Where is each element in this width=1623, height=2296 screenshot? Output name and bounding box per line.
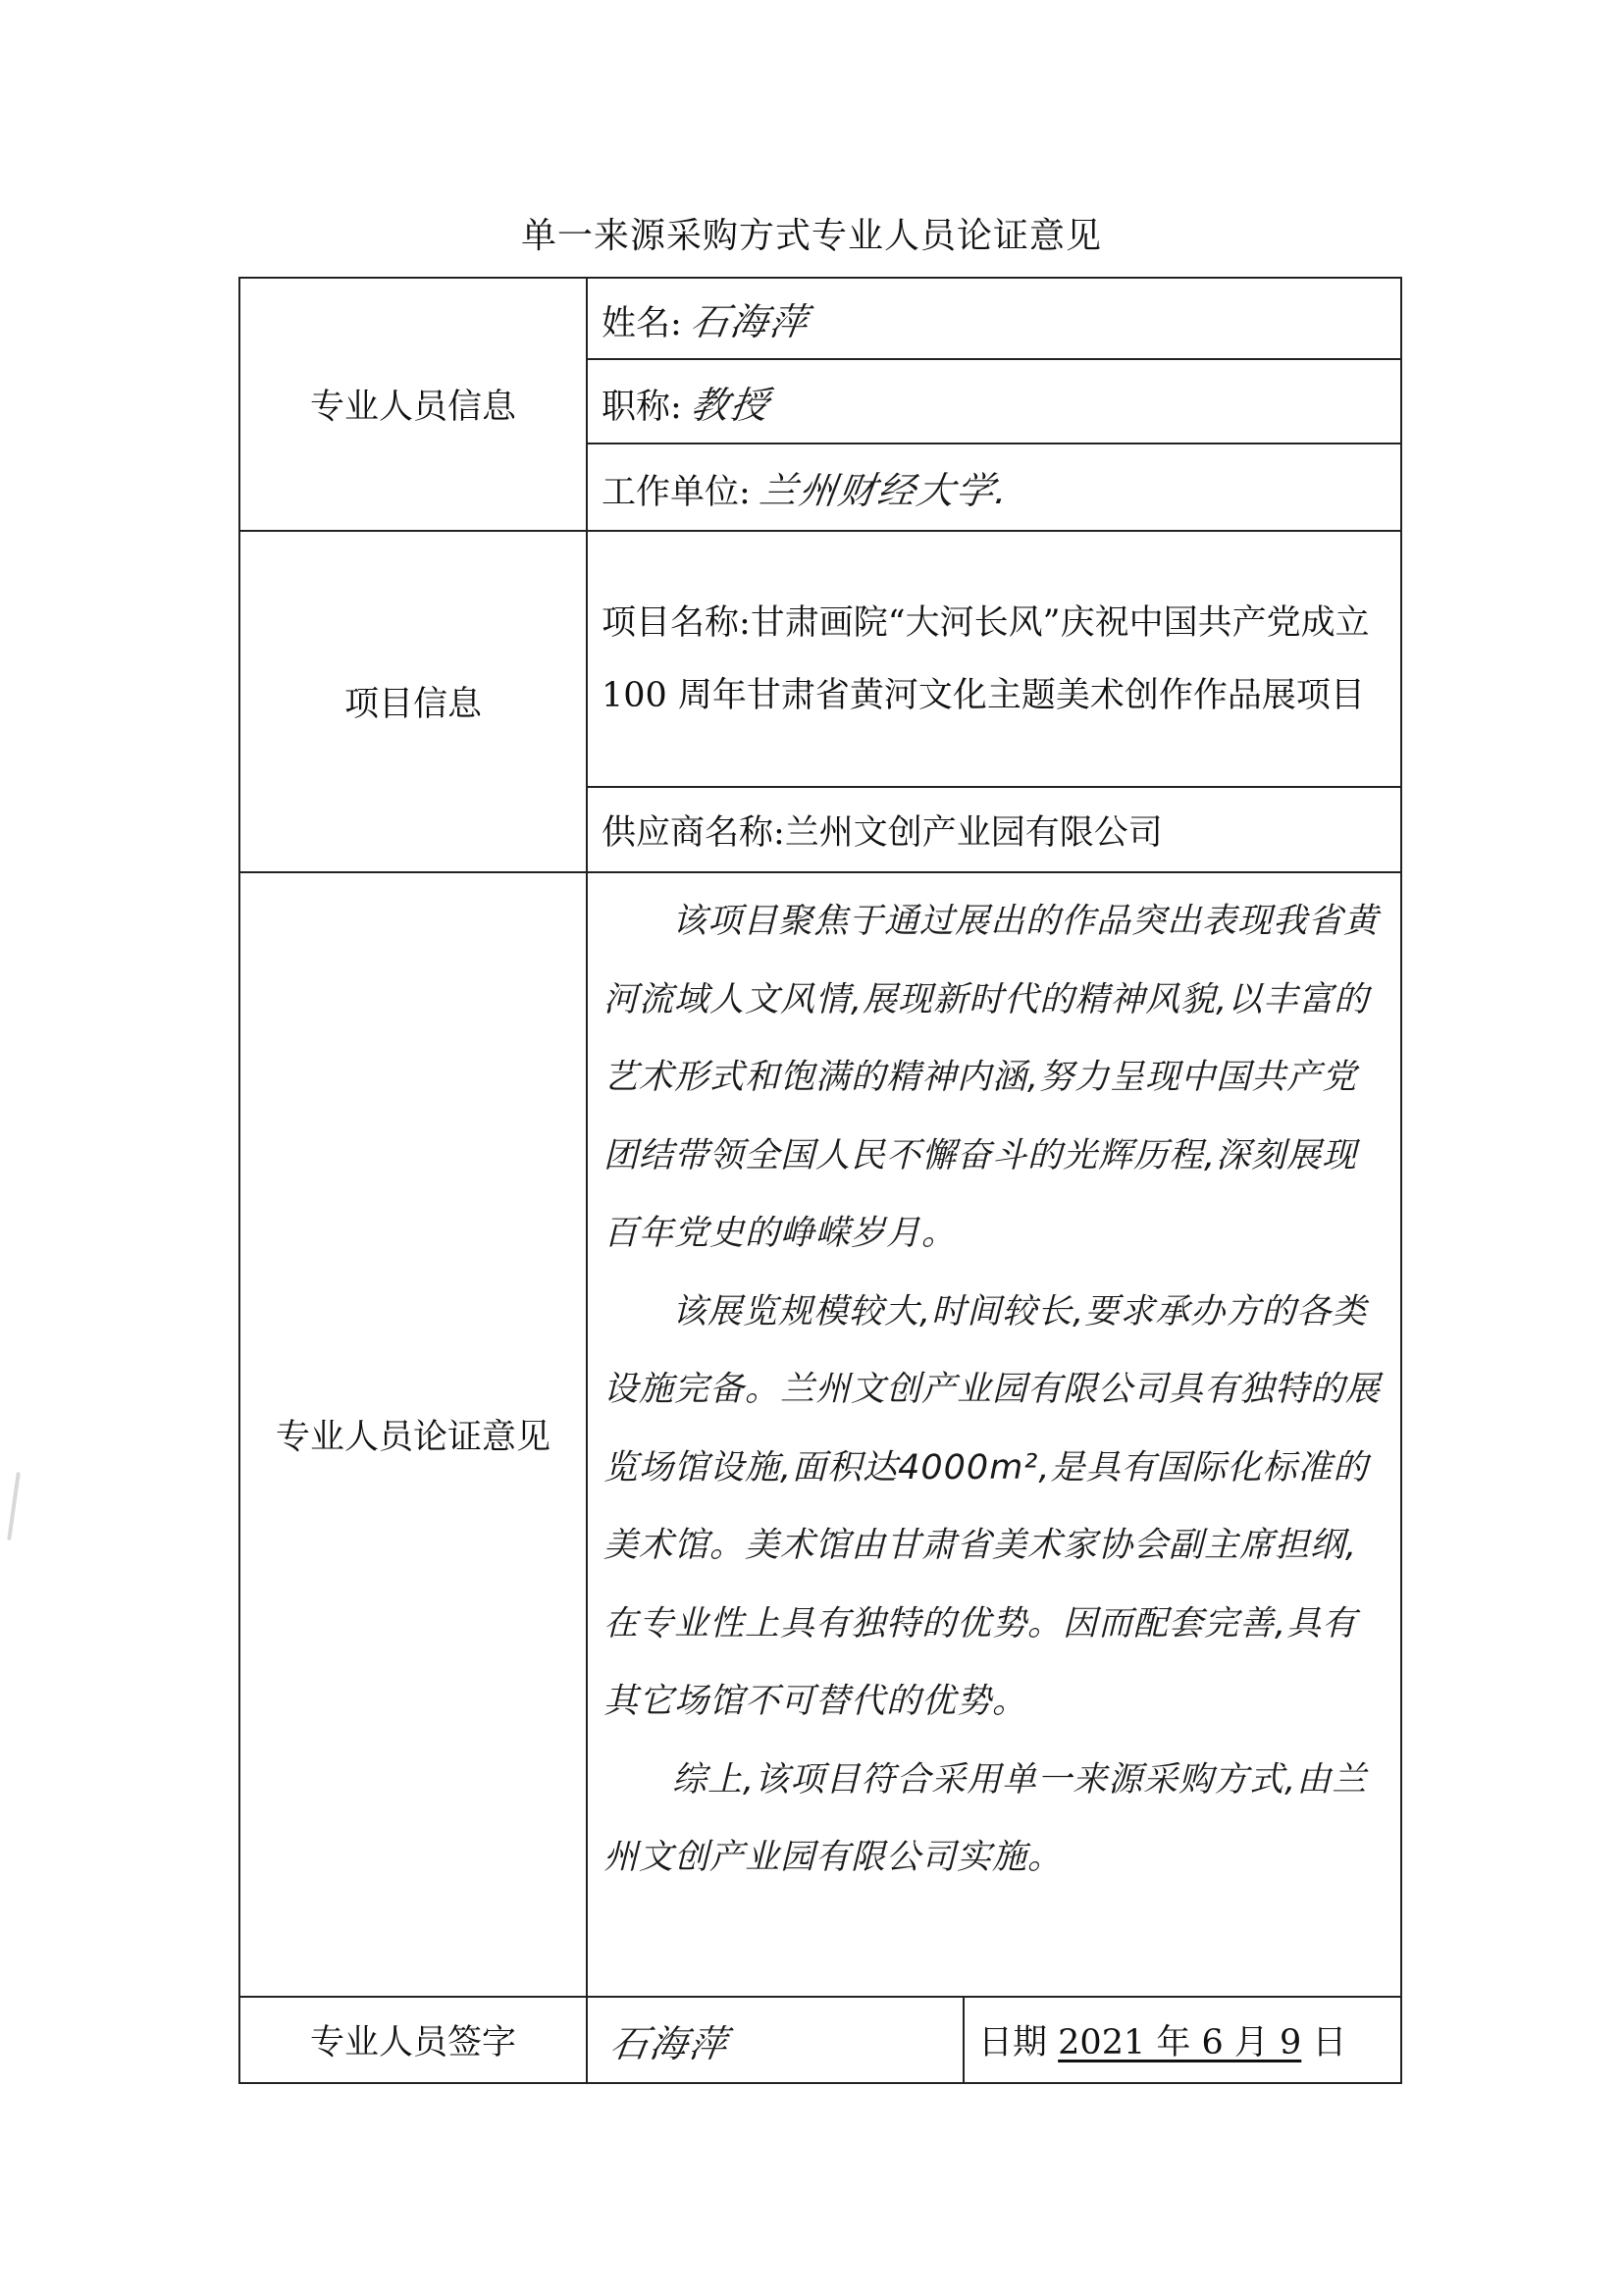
date-value: 2021 年 6 月 9 [1058,2023,1302,2062]
employer-value: 兰州财经大学. [757,469,1013,512]
opinion-paragraph: 综上,该项目符合采用单一来源采购方式,由兰州文创产业园有限公司实施。 [603,1759,1368,1877]
opinion-paragraph: 该项目聚焦于通过展出的作品突出表现我省黄河流域人文风情,展现新时代的精神风貌,以丰富的艺术形式和饱满的精神内涵,努力呈现中国共产党团结带领全国人民不懈奋斗的光辉历程,深刻展现百年党史的峥嵘岁月。 [603,902,1380,1253]
signature-cell [587,1997,964,2083]
opinion-section-label: 专业人员论证意见 [239,872,587,1997]
supplier-text: 供应商名称:兰州文创产业园有限公司 [587,787,1401,872]
opinion-paragraph: 该展览规模较大,时间较长,要求承办方的各类设施完备。兰州文创产业园有限公司具有独特的展览场馆设施,面积达4000m²,是具有国际化标准的美术馆。美术馆由甘肃省美术家协会副主席担纲,在专业性上具有独特的优势。因而配套完善,具有其它场馆不可替代的优势。 [603,1291,1382,1721]
name-value: 石海萍 [688,300,812,343]
title-label: 职称: [602,387,682,427]
date-suffix: 日 [1312,2023,1347,2062]
signature-label: 专业人员签字 [239,1997,587,2083]
title-value: 教授 [688,383,773,427]
title-cell [587,359,1401,444]
row-name [239,278,1401,359]
project-section-label: 项目信息 [239,531,587,872]
document-title: 单一来源采购方式专业人员论证意见 [520,216,1102,256]
name-cell [587,278,1401,359]
row-signature [239,1997,1401,2083]
date-label: 日期 [978,2023,1048,2062]
opinion-body [587,872,1401,1997]
personnel-section-label: 专业人员信息 [239,278,587,531]
signature-value: 石海萍 [607,2021,732,2065]
name-label: 姓名: [602,304,682,343]
scan-mark [7,1472,21,1540]
project-name-text: 项目名称:甘肃画院“大河长风”庆祝中国共产党成立 100 周年甘肃省黄河文化主题美术创作作品展项目 [587,531,1401,787]
row-project-name [239,531,1401,787]
date-cell [964,1997,1401,2083]
employer-cell [587,444,1401,531]
employer-label: 工作单位: [602,473,751,512]
evaluation-form [238,277,1402,2084]
row-opinion [239,872,1401,1997]
